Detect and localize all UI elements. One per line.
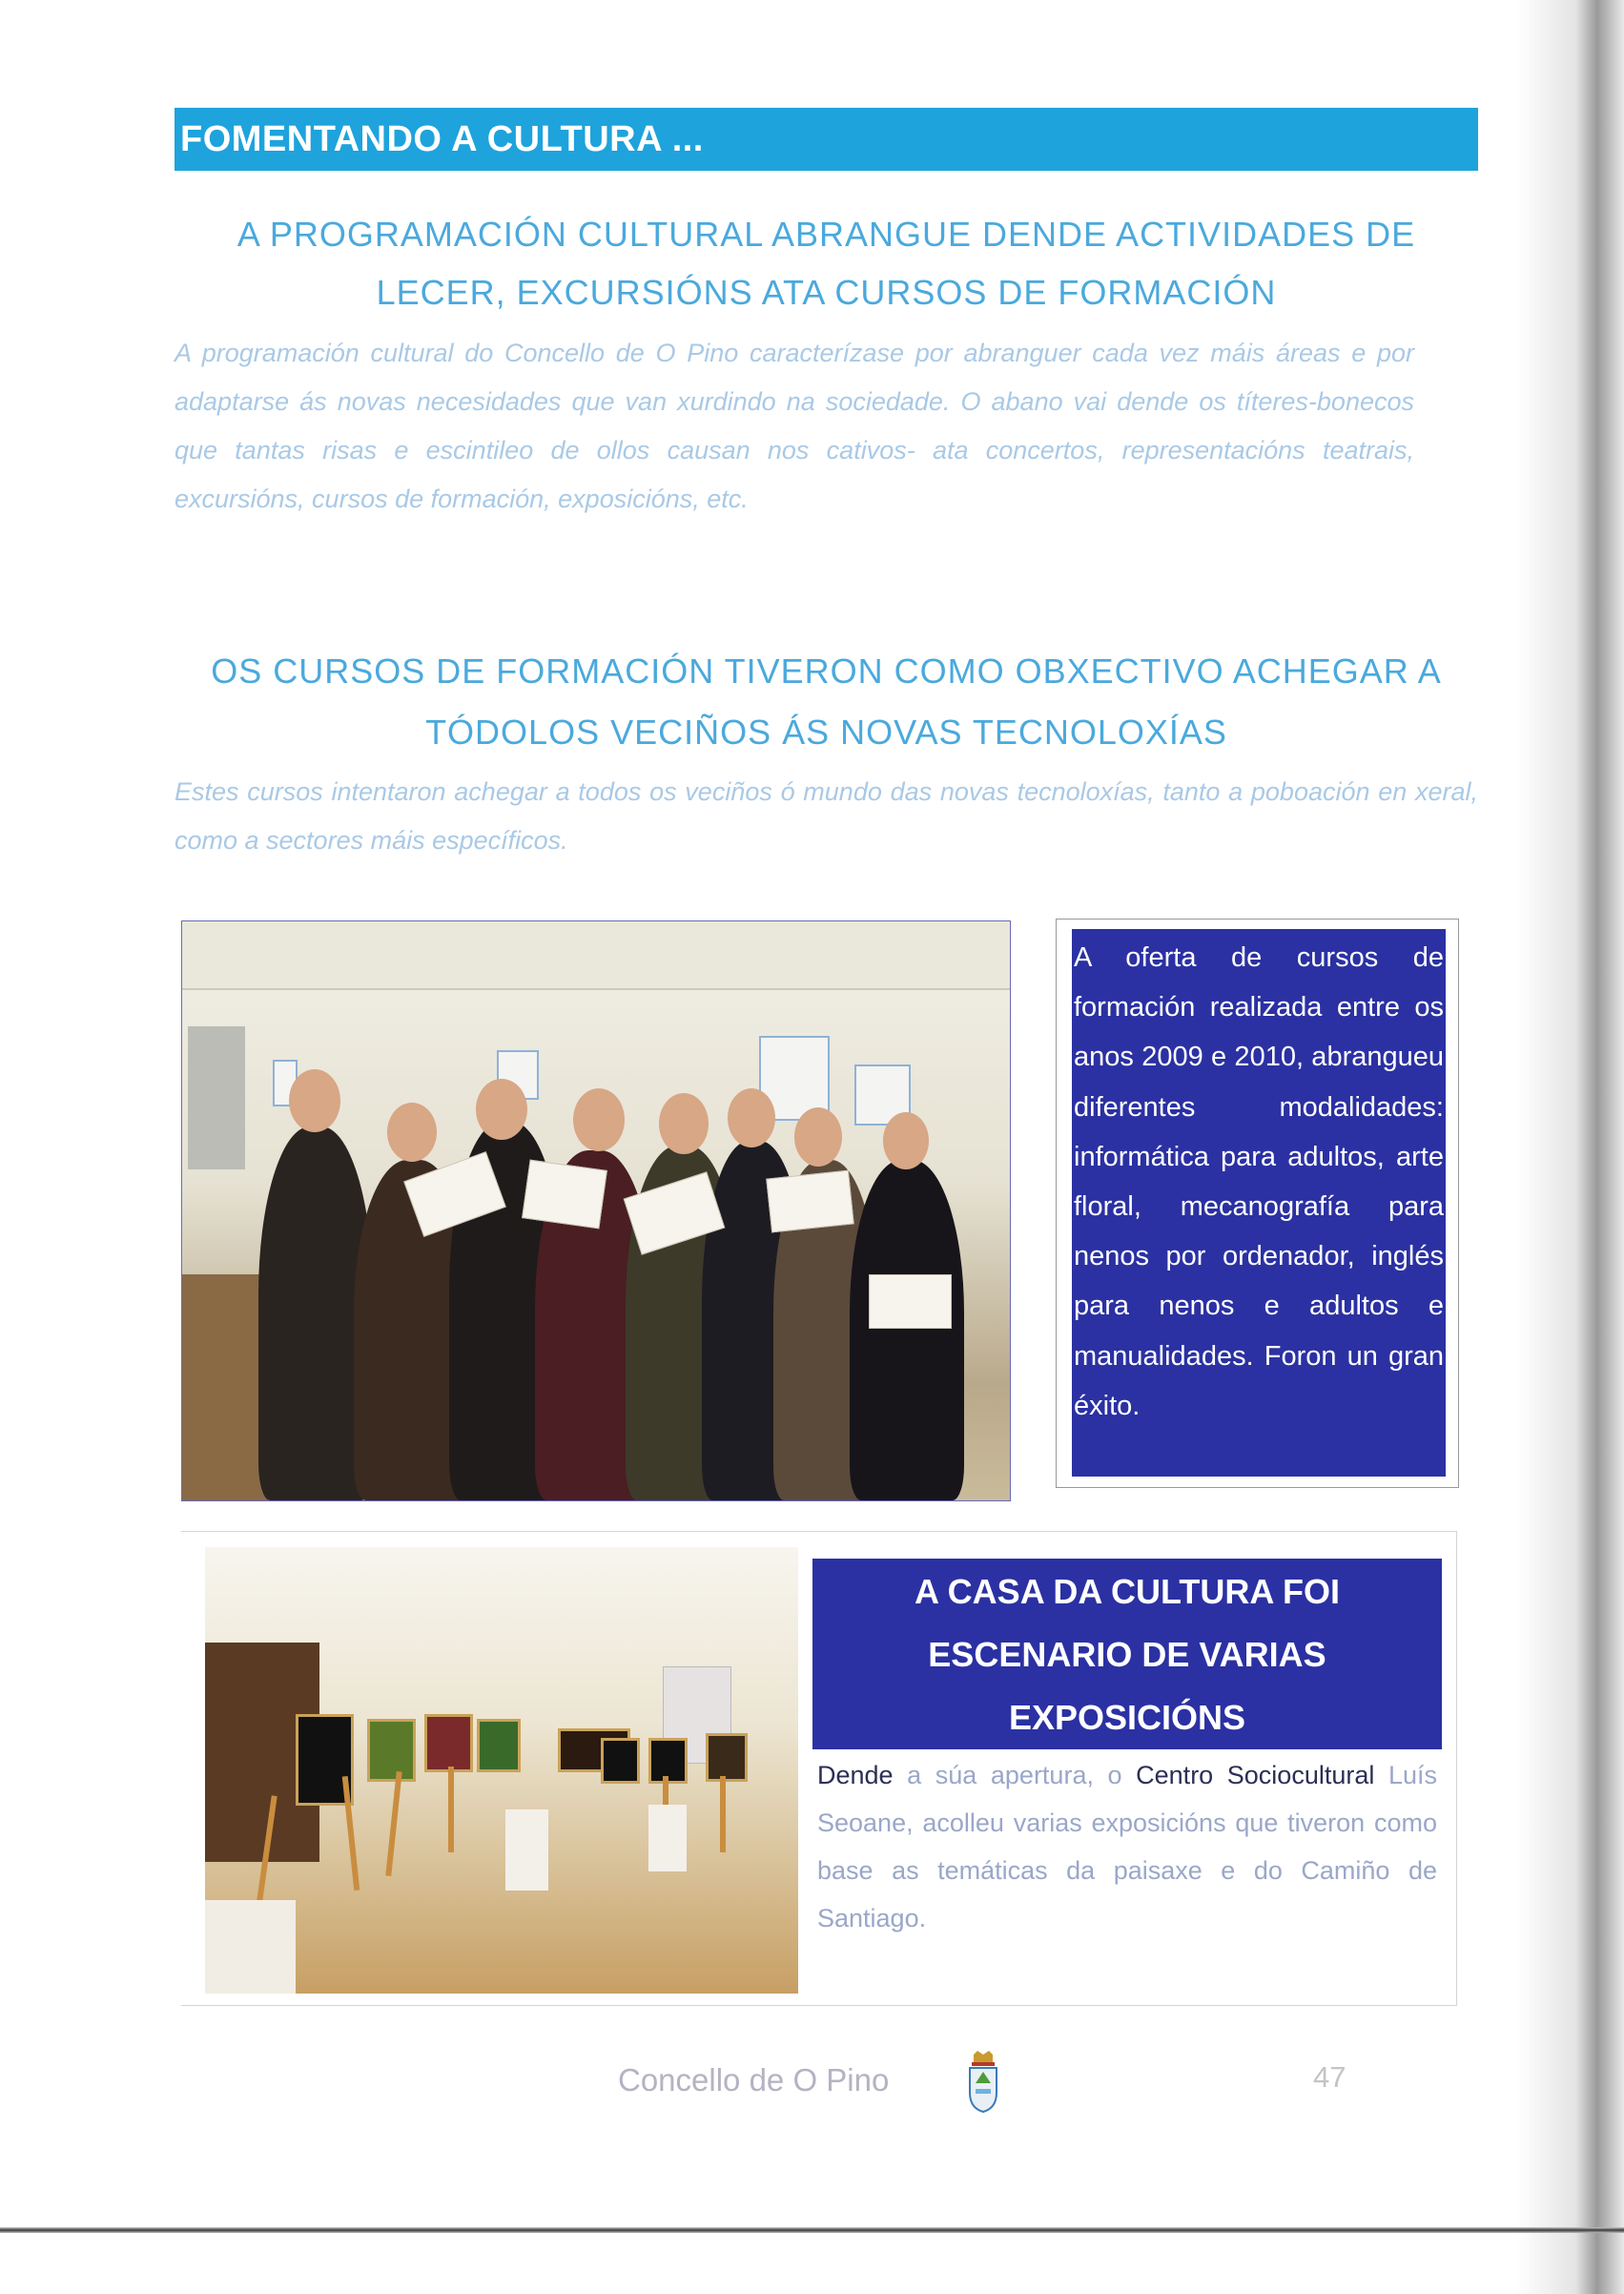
- person-head: [794, 1107, 842, 1167]
- painting: [424, 1714, 473, 1772]
- diploma: [766, 1170, 853, 1233]
- exhibitions-text-part: Dende: [817, 1761, 894, 1789]
- photo-window: [188, 1026, 245, 1169]
- easel: [720, 1776, 726, 1852]
- page-bottom-edge: [0, 2227, 1624, 2233]
- courses-info-box: [1056, 919, 1459, 1488]
- heading-programacion-line2: LECER, EXCURSIÓNS ATA CURSOS DE FORMACIÓN: [376, 273, 1277, 312]
- exhibitions-title-box: [812, 1559, 1442, 1749]
- diploma: [522, 1160, 607, 1230]
- exhibitions-title-line1: A CASA DA CULTURA FOI: [915, 1572, 1340, 1611]
- exhibitions-text-part: Centro Sociocultural: [1136, 1761, 1375, 1789]
- coat-of-arms-icon: [966, 2051, 1000, 2114]
- exhibitions-title-line3: EXPOSICIÓNS: [1008, 1698, 1246, 1737]
- exhibitions-title-line2: ESCENARIO DE VARIAS: [928, 1635, 1326, 1674]
- page-fold-shadow: [1516, 0, 1624, 2294]
- photo-desk: [182, 1274, 268, 1500]
- sculpture-pedestal: [205, 1900, 296, 1994]
- person-head: [728, 1088, 775, 1147]
- painting: [601, 1738, 640, 1784]
- person-head: [573, 1088, 625, 1151]
- painting: [706, 1733, 748, 1782]
- footer-municipality: Concello de O Pino: [618, 2062, 890, 2098]
- person: [850, 1160, 964, 1500]
- photo-ceiling: [182, 921, 1010, 990]
- sculpture-pedestal: [648, 1805, 687, 1871]
- heading-programacion-line1: A PROGRAMACIÓN CULTURAL ABRANGUE DENDE ACTIVIDADES DE: [236, 215, 1416, 254]
- person-head: [659, 1093, 709, 1154]
- page-number: 47: [1313, 2060, 1346, 2094]
- painting: [477, 1719, 521, 1772]
- heading-cursos-line2: TÓDOLOS VECIÑOS ÁS NOVAS TECNOLOXÍAS: [425, 713, 1227, 752]
- painting: [367, 1719, 416, 1782]
- person-head: [883, 1112, 929, 1169]
- exhibitions-paragraph: [817, 1751, 1437, 1942]
- person-head: [387, 1103, 437, 1162]
- exhibition-hall-photo: [205, 1547, 798, 1994]
- easel: [385, 1771, 401, 1876]
- sculpture-pedestal: [505, 1809, 548, 1891]
- person-head: [476, 1079, 527, 1140]
- exhibitions-text-part: Luís Seoane, acolleu varias exposicións que tiveron como base as temáticas da paisaxe e do Camiño de Santiago.: [817, 1761, 1437, 1932]
- exhibitions-text-part: a súa apertura, o: [893, 1761, 1137, 1789]
- programacion-paragraph: A programación cultural do Concello de O Pino caracterízase por abranguer cada vez máis áreas e por adaptarse ás novas necesidades que van xurdindo na sociedade. O abano vai dende os títeres-bonecos que tantas risas e escintileo de ollos causan nos cativos- ata concertos, representacións teatrais, excursións, cursos de formación, exposicións, etc.: [175, 339, 1414, 513]
- cursos-paragraph: Estes cursos intentaron achegar a todos os veciños ó mundo das novas tecnoloxías, tanto a poboación en xeral, como a sectores máis específicos.: [175, 777, 1478, 855]
- course-participants-photo: [181, 920, 1011, 1501]
- easel: [448, 1767, 454, 1852]
- courses-info-text: A oferta de cursos de formación realizada entre os anos 2009 e 2010, abrangueu diferentes modalidades: informática para adultos, arte floral, mecanografía para nenos por ordenador, inglés para nenos e adultos e manualidades. Foron un gran éxito.: [1072, 929, 1446, 1477]
- person-head: [289, 1069, 340, 1132]
- section-banner: FOMENTANDO A CULTURA ...: [175, 108, 1478, 171]
- heading-cursos-line1: OS CURSOS DE FORMACIÓN TIVERON COMO OBXECTIVO ACHEGAR A: [211, 651, 1442, 691]
- diploma: [869, 1274, 952, 1329]
